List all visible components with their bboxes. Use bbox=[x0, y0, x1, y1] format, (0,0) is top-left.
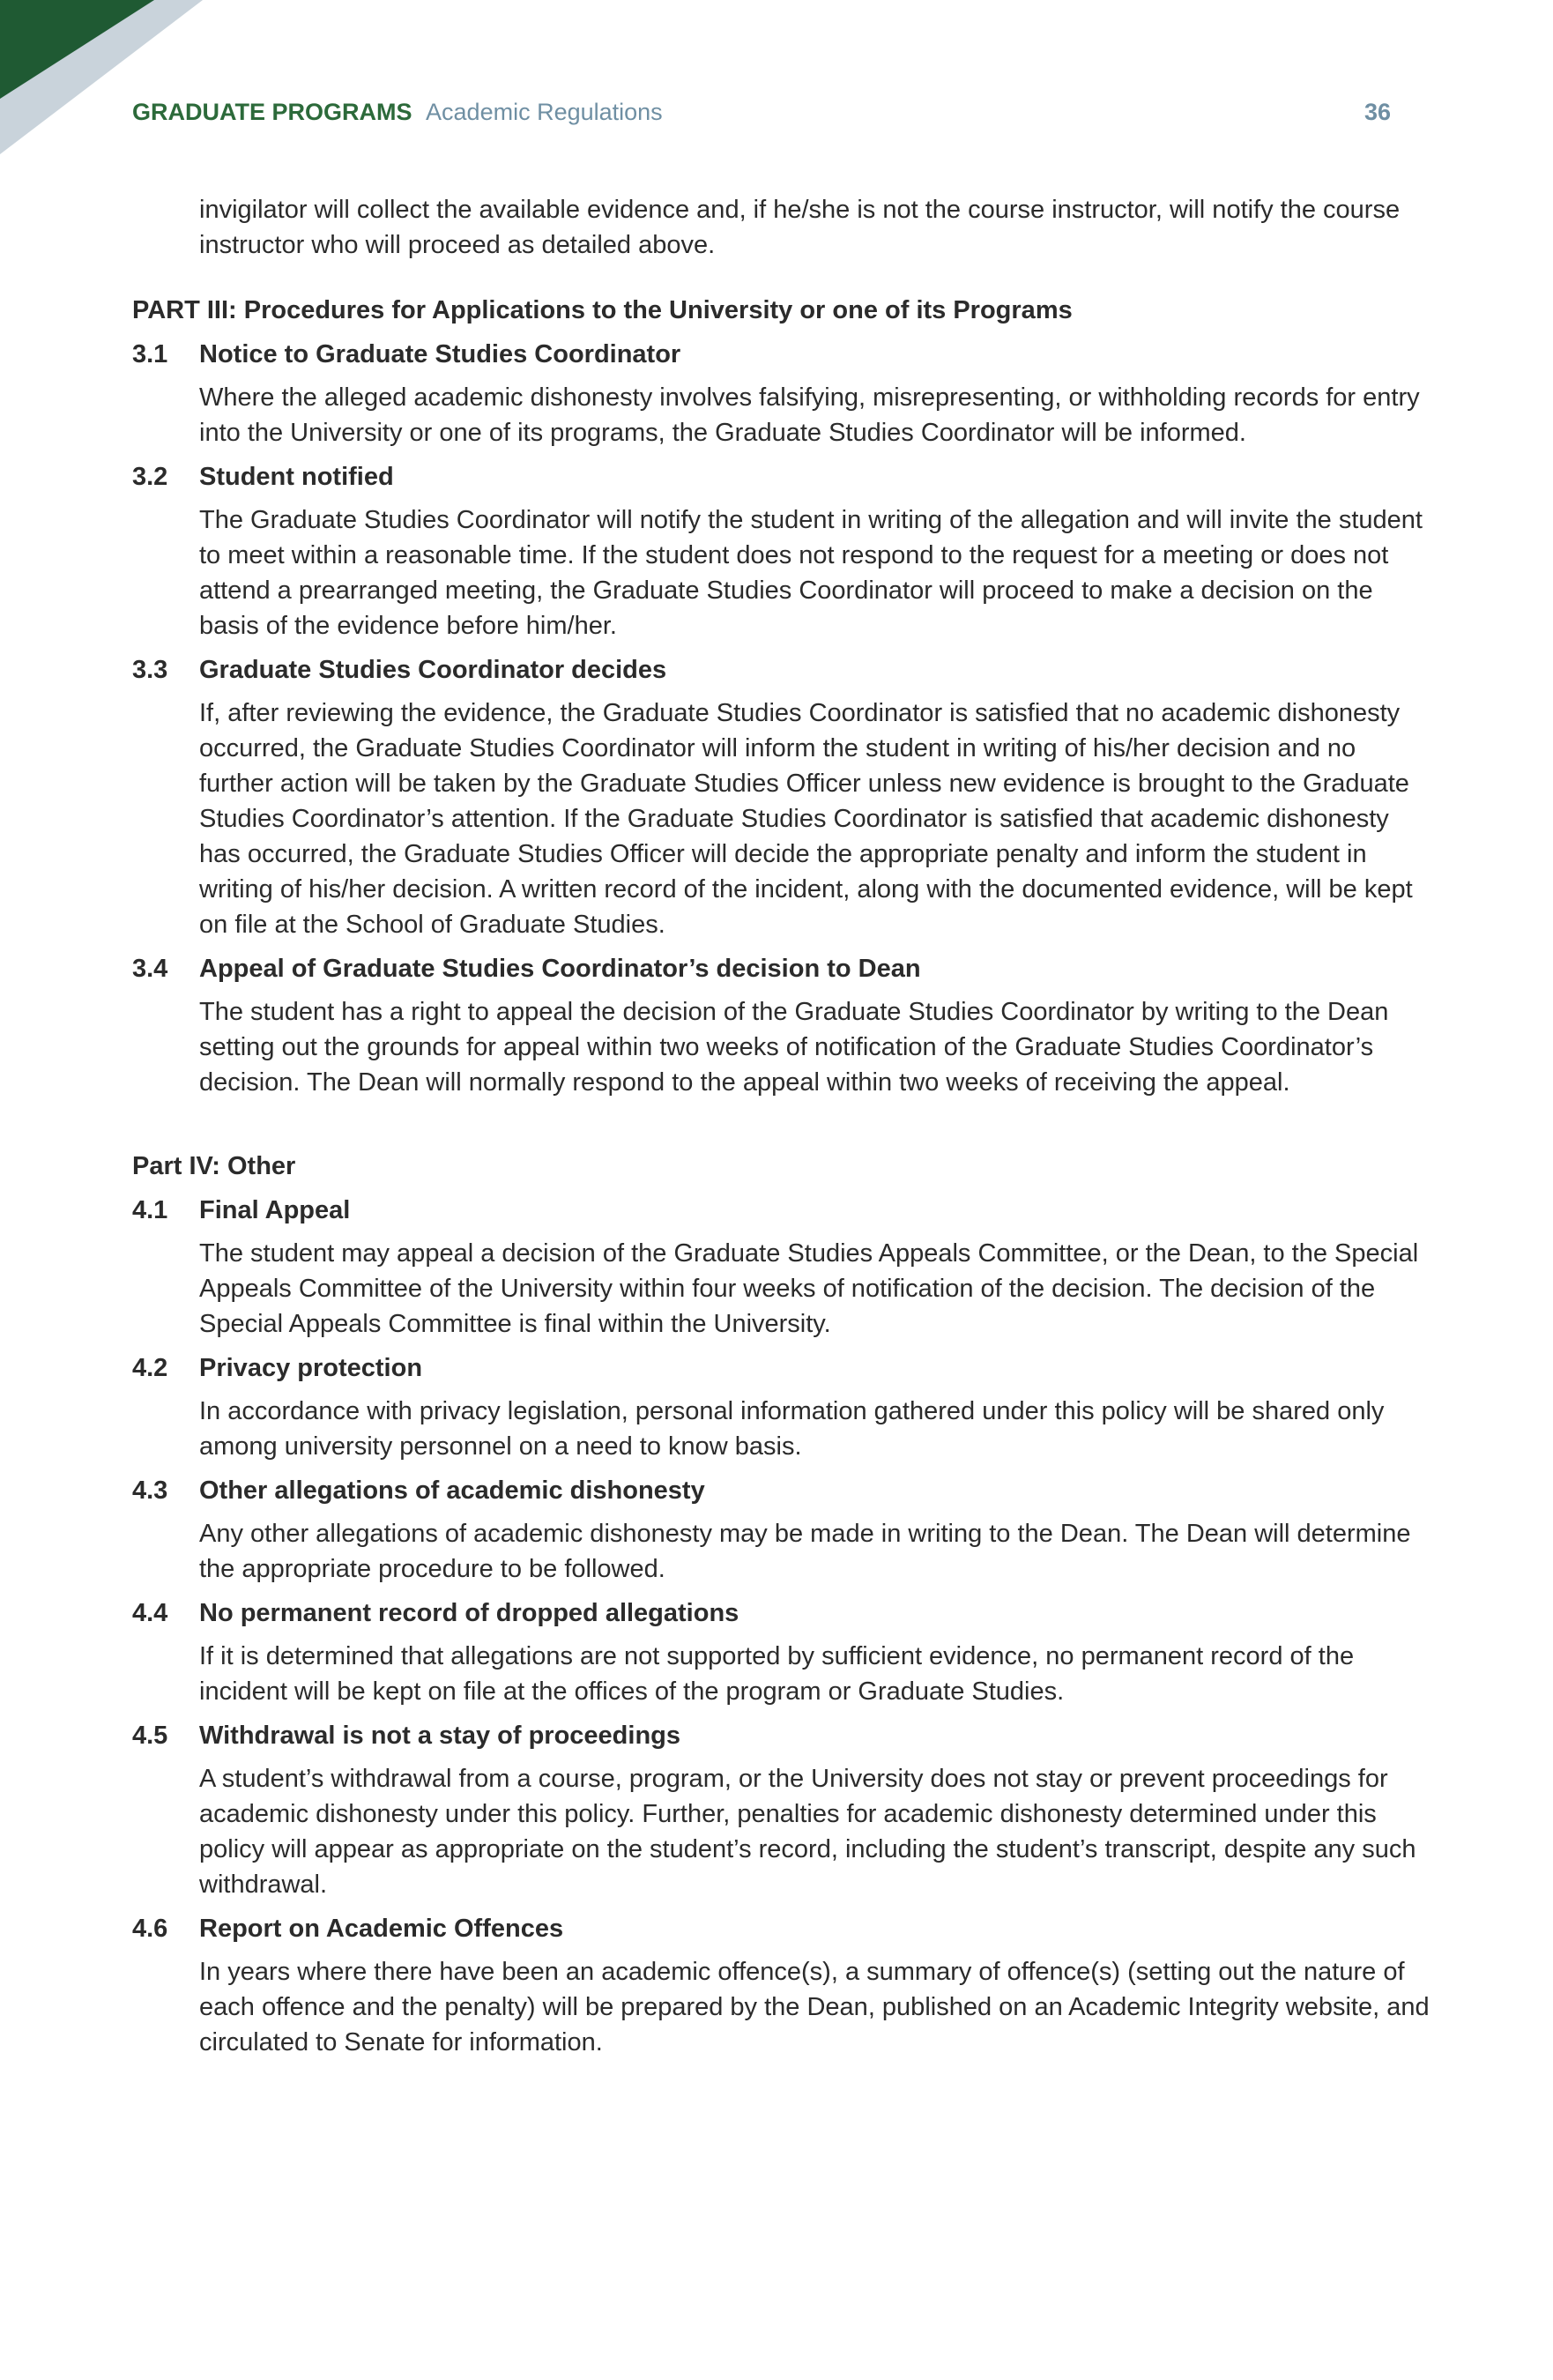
section-4-2 bbox=[132, 1350, 1437, 1464]
page-header bbox=[132, 99, 1391, 134]
section-number: 4.2 bbox=[132, 1354, 168, 1382]
section-3-1 bbox=[132, 337, 1437, 450]
section-4-3 bbox=[132, 1473, 1437, 1587]
section-4-6 bbox=[132, 1911, 1437, 2060]
section-text: Where the alleged academic dishonesty involves falsifying, misrepresenting, or withholding records for entry into the University or one of its programs, the Graduate Studies Coordinator will be informed. bbox=[199, 383, 1420, 447]
section-4-4 bbox=[132, 1595, 1437, 1709]
section-title: No permanent record of dropped allegations bbox=[199, 1599, 739, 1627]
section-text: In years where there have been an academic offence(s), a summary of offence(s) (setting out the nature of each offence and the penalty) will be prepared by the Dean, published on an Academic Integrity website, and circulated to Senate for information. bbox=[199, 1958, 1430, 2056]
corner-decoration bbox=[0, 0, 264, 176]
part-4-heading: Part IV: Other bbox=[132, 1152, 296, 1180]
section-title: Final Appeal bbox=[199, 1196, 351, 1224]
section-4-1 bbox=[132, 1193, 1437, 1342]
section-title: Graduate Studies Coordinator decides bbox=[199, 656, 667, 684]
section-text: If it is determined that allegations are not supported by sufficient evidence, no permanent record of the incident will be kept on file at the offices of the program or Graduate Studies. bbox=[199, 1642, 1355, 1706]
page-number: 36 bbox=[1364, 99, 1391, 125]
section-3-4 bbox=[132, 951, 1437, 1100]
header-section: Academic Regulations bbox=[426, 99, 663, 125]
section-number: 3.2 bbox=[132, 463, 168, 491]
section-title: Student notified bbox=[199, 463, 394, 491]
header-program: GRADUATE PROGRAMS bbox=[132, 99, 412, 125]
section-3-3 bbox=[132, 652, 1437, 942]
section-text: Any other allegations of academic dishonesty may be made in writing to the Dean. The Dean will determine the appropriate procedure to be followed. bbox=[199, 1520, 1411, 1583]
section-title: Withdrawal is not a stay of proceedings bbox=[199, 1722, 681, 1750]
section-number: 4.5 bbox=[132, 1722, 168, 1750]
section-number: 4.3 bbox=[132, 1476, 168, 1505]
section-text: A student’s withdrawal from a course, program, or the University does not stay or prevent proceedings for academic dishonesty under this policy. Further, penalties for academic dishonesty determined under this policy will appear as appropriate on the student’s record, including the student’s transcript, despite any such withdrawal. bbox=[199, 1765, 1416, 1899]
section-text: In accordance with privacy legislation, personal information gathered under this policy will be shared only among university personnel on a need to know basis. bbox=[199, 1397, 1385, 1461]
section-number: 3.4 bbox=[132, 955, 168, 983]
section-4-5 bbox=[132, 1718, 1437, 1902]
section-number: 4.1 bbox=[132, 1196, 168, 1224]
section-title: Privacy protection bbox=[199, 1354, 423, 1382]
section-number: 4.6 bbox=[132, 1915, 168, 1943]
section-text: The Graduate Studies Coordinator will notify the student in writing of the allegation and will invite the student to meet within a reasonable time. If the student does not respond to the request for a meeting or does not attend a prearranged meeting, the Graduate Studies Coordinator will proceed to make a decision on the basis of the evidence before him/her. bbox=[199, 506, 1423, 640]
section-title: Other allegations of academic dishonesty bbox=[199, 1476, 705, 1505]
document-body bbox=[132, 192, 1437, 2060]
intro-paragraph: invigilator will collect the available evidence and, if he/she is not the course instructor, will notify the course instructor who will proceed as detailed above. bbox=[199, 196, 1401, 259]
section-3-2 bbox=[132, 459, 1437, 643]
section-text: The student has a right to appeal the decision of the Graduate Studies Coordinator by writing to the Dean setting out the grounds for appeal within two weeks of notification of the Graduate Studies Coordinator’s decision. The Dean will normally respond to the appeal within two weeks of receiving the appeal. bbox=[199, 998, 1389, 1097]
section-title: Report on Academic Offences bbox=[199, 1915, 564, 1943]
section-text: The student may appeal a decision of the Graduate Studies Appeals Committee, or the Dean, to the Special Appeals Committee of the University within four weeks of notification of the decision. The decision of the Special Appeals Committee is final within the University. bbox=[199, 1239, 1419, 1338]
section-number: 3.3 bbox=[132, 656, 168, 684]
section-number: 4.4 bbox=[132, 1599, 168, 1627]
part-3-heading: PART III: Procedures for Applications to the University or one of its Programs bbox=[132, 296, 1073, 324]
section-number: 3.1 bbox=[132, 340, 168, 368]
section-title: Appeal of Graduate Studies Coordinator’s decision to Dean bbox=[199, 955, 921, 983]
section-title: Notice to Graduate Studies Coordinator bbox=[199, 340, 681, 368]
section-text: If, after reviewing the evidence, the Graduate Studies Coordinator is satisfied that no academic dishonesty occurred, the Graduate Studies Coordinator will inform the student in writing of his/her decision and no further action will be taken by the Graduate Studies Officer unless new evidence is brought to the Graduate Studies Coordinator’s attention. If the Graduate Studies Coordinator is satisfied that academic dishonesty has occurred, the Graduate Studies Officer will decide the appropriate penalty and inform the student in writing of his/her decision. A written record of the incident, along with the documented evidence, will be kept on file at the School of Graduate Studies. bbox=[199, 699, 1413, 939]
